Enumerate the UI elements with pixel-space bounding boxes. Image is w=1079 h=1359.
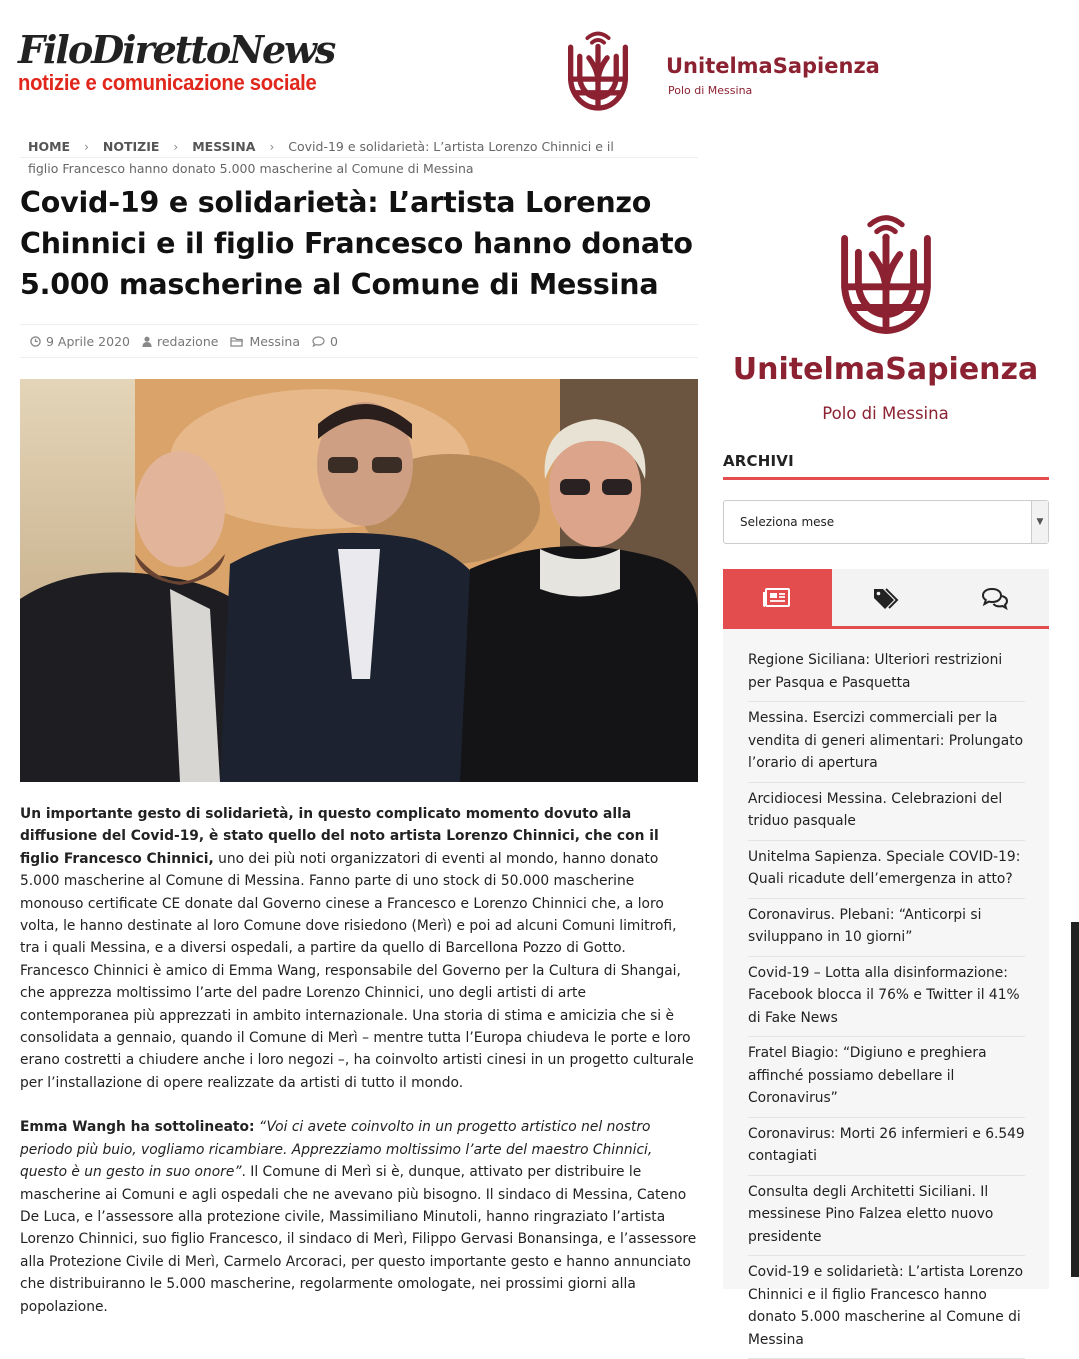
meta-date	[30, 334, 130, 349]
paragraph-lead: Emma Wangh ha sottolineato:	[20, 1119, 255, 1136]
site-logo[interactable]	[18, 27, 335, 96]
paragraph-text: . Il Comune di Merì si è, dunque, attivato per distribuire le mascherine ai Comuni e agli ospedali che ne avevano più bisogno. Il sindaco di Messina, Cateno De Luca, e l’assessore alla protezione civile, Massimiliano Minutoli, hanno ringraziato l’artista Lorenzo Chinnici, suo figlio Francesco, il sindaco di Merì, Filippo Gervasi Bonansinga, e l’assessore alla Protezione Civile di Merì, Carmelo Arcoraci, per questo importante gesto e hanno annunciato che distribuiranno le 5.000 mascherine, regolarmente omologate, nei prossimi giorni alla popolazione.	[20, 1164, 697, 1315]
article-meta	[30, 334, 338, 349]
meta-category[interactable]	[230, 334, 300, 349]
divider	[20, 357, 698, 358]
archive-select-value: Seleziona mese	[740, 515, 835, 529]
chevron-right-icon: ›	[269, 140, 275, 154]
recent-post-link[interactable]: Messina. Esercizi commerciali per la vendita di generi alimentari: Prolungato l’orario di apertura	[748, 707, 1025, 783]
folder-icon	[230, 336, 244, 347]
paragraph-lead: Un importante gesto di solidarietà, in questo complicato momento dovuto alla diffusione del Covid-19, è stato quello del noto artista Lorenzo Chinnici, che con il figlio Francesco Chinnici,	[20, 806, 659, 867]
site-name: FiloDirettoNews	[18, 27, 335, 72]
article-photo	[20, 379, 698, 782]
article-author: redazione	[156, 334, 219, 349]
paragraph-text: uno dei più noti organizzatori di eventi al mondo, hanno donato 5.000 mascherine al Comune di Messina. Fanno parte di uno stock di 50.000 mascherine monouso certificate CE donate dal Governo cinese a Francesco e Lorenzo Chinnici che, a loro volta, le hanno destinate al loro Comune dove risiedono (Merì) e poi ad alcuni Comuni limitrofi, tra i quali Messina, e a diversi ospedali, a partire da quello di Barcellona Pozzo di Gotto. Francesco Chinnici è amico di Emma Wang, responsabile del Governo per la Cultura di Shangai, che apprezza moltissimo l’arte del padre Lorenzo Chinnici, uno degli artisti di arte contemporanea più apprezzati in ambito internazionale. Una storia di stima e amicizia che si è consolidata a gennaio, quando il Comune di Merì – mentre tutta l’Europa chiudeva le porte e loro erano costretti a chiudere anche i loro negozi –, ha coinvolto artisti cinesi in un progetto culturale per l’installazione di opere realizzate da artisti di tutto il mondo.	[20, 850, 694, 1091]
comments-icon	[981, 587, 1009, 609]
tab-tags[interactable]	[832, 569, 941, 626]
unitelma-logo-icon	[827, 204, 945, 342]
sidebar-banner[interactable]	[723, 198, 1048, 438]
article-featured-image	[20, 379, 698, 782]
sidebar-brand-subtitle: Polo di Messina	[822, 404, 949, 423]
paragraph-quote: “Voi ci avete coinvolto in un progetto artistico nel nostro periodo più buio, vogliamo ricambiare. Apprezziamo moltissimo l’arte del maestro Chinnici, questo è un gesto in suo onore”	[20, 1119, 653, 1181]
comment-icon	[312, 336, 325, 347]
article-date: 9 Aprile 2020	[46, 334, 130, 349]
sidebar-tabs	[723, 569, 1049, 629]
article-title: Covid-19 e solidarietà: L’artista Lorenzo Chinnici e il figlio Francesco hanno donato 5.000 mascherine al Comune di Messina	[20, 186, 693, 301]
article-paragraph	[20, 1116, 698, 1318]
brand-name: UnitelmaSapienza	[666, 54, 880, 78]
divider	[723, 477, 1049, 480]
archive-title: ARCHIVI	[723, 452, 794, 470]
breadcrumb-home[interactable]: HOME	[28, 139, 71, 154]
chevron-down-icon: ▼	[1031, 501, 1048, 543]
recent-post-link[interactable]: Fratel Biagio: “Digiuno e preghiera affinché possiamo debellare il Coronavirus”	[748, 1042, 1025, 1118]
recent-posts-list	[723, 629, 1049, 1348]
tags-icon	[872, 586, 900, 610]
recent-post-link[interactable]: Coronavirus: Morti 26 infermieri e 6.549 contagiati	[748, 1123, 1025, 1176]
tab-recent-posts[interactable]	[723, 569, 832, 626]
breadcrumb-messina[interactable]: MESSINA	[192, 139, 256, 154]
chevron-right-icon: ›	[84, 140, 89, 154]
recent-post-link[interactable]: Covid-19 – Lotta alla disinformazione: Facebook blocca il 76% e Twitter il 41% di Fake News	[748, 962, 1025, 1038]
divider	[20, 157, 698, 158]
header-banner[interactable]	[560, 24, 900, 116]
chevron-right-icon: ›	[173, 140, 179, 154]
comment-count: 0	[330, 334, 338, 349]
recent-post-link[interactable]: Covid-19 e solidarietà: L’artista Lorenzo Chinnici e il figlio Francesco hanno donato 5.000 mascherine al Comune di Messina	[748, 1261, 1025, 1359]
article-body	[20, 803, 698, 1340]
recent-post-link[interactable]: Regione Siciliana: Ulteriori restrizioni per Pasqua e Pasquetta	[748, 649, 1025, 702]
site-tagline: notizie e comunicazione sociale	[18, 70, 317, 95]
recent-post-link[interactable]: Unitelma Sapienza. Speciale COVID-19: Quali ricadute dell’emergenza in atto?	[748, 846, 1025, 899]
unitelma-logo-icon	[560, 24, 636, 116]
scrollbar[interactable]	[1071, 922, 1079, 1277]
user-icon	[142, 336, 152, 347]
meta-comments[interactable]	[312, 334, 338, 349]
recent-post-link[interactable]: Coronavirus. Plebani: “Anticorpi si sviluppano in 10 giorni”	[748, 904, 1025, 957]
breadcrumb-current: Covid-19 e solidarietà: L’artista Lorenzo Chinnici e il figlio Francesco hanno donato 5.000 mascherine al Comune di Messina	[28, 139, 614, 176]
meta-author[interactable]	[142, 334, 218, 349]
recent-post-link[interactable]: Arcidiocesi Messina. Celebrazioni del triduo pasquale	[748, 788, 1025, 841]
sidebar-brand-name: UnitelmaSapienza	[732, 352, 1039, 387]
divider	[20, 324, 698, 325]
article-category: Messina	[249, 334, 300, 349]
breadcrumb-notizie[interactable]: NOTIZIE	[102, 139, 160, 154]
newspaper-icon	[763, 587, 791, 609]
tab-comments[interactable]	[940, 569, 1049, 626]
article-paragraph	[20, 803, 698, 1094]
recent-post-link[interactable]: Consulta degli Architetti Siciliani. Il messinese Pino Falzea eletto nuovo presidente	[748, 1181, 1025, 1257]
brand-subtitle: Polo di Messina	[668, 84, 753, 97]
archive-month-select[interactable]	[723, 500, 1049, 544]
clock-icon	[30, 336, 41, 347]
